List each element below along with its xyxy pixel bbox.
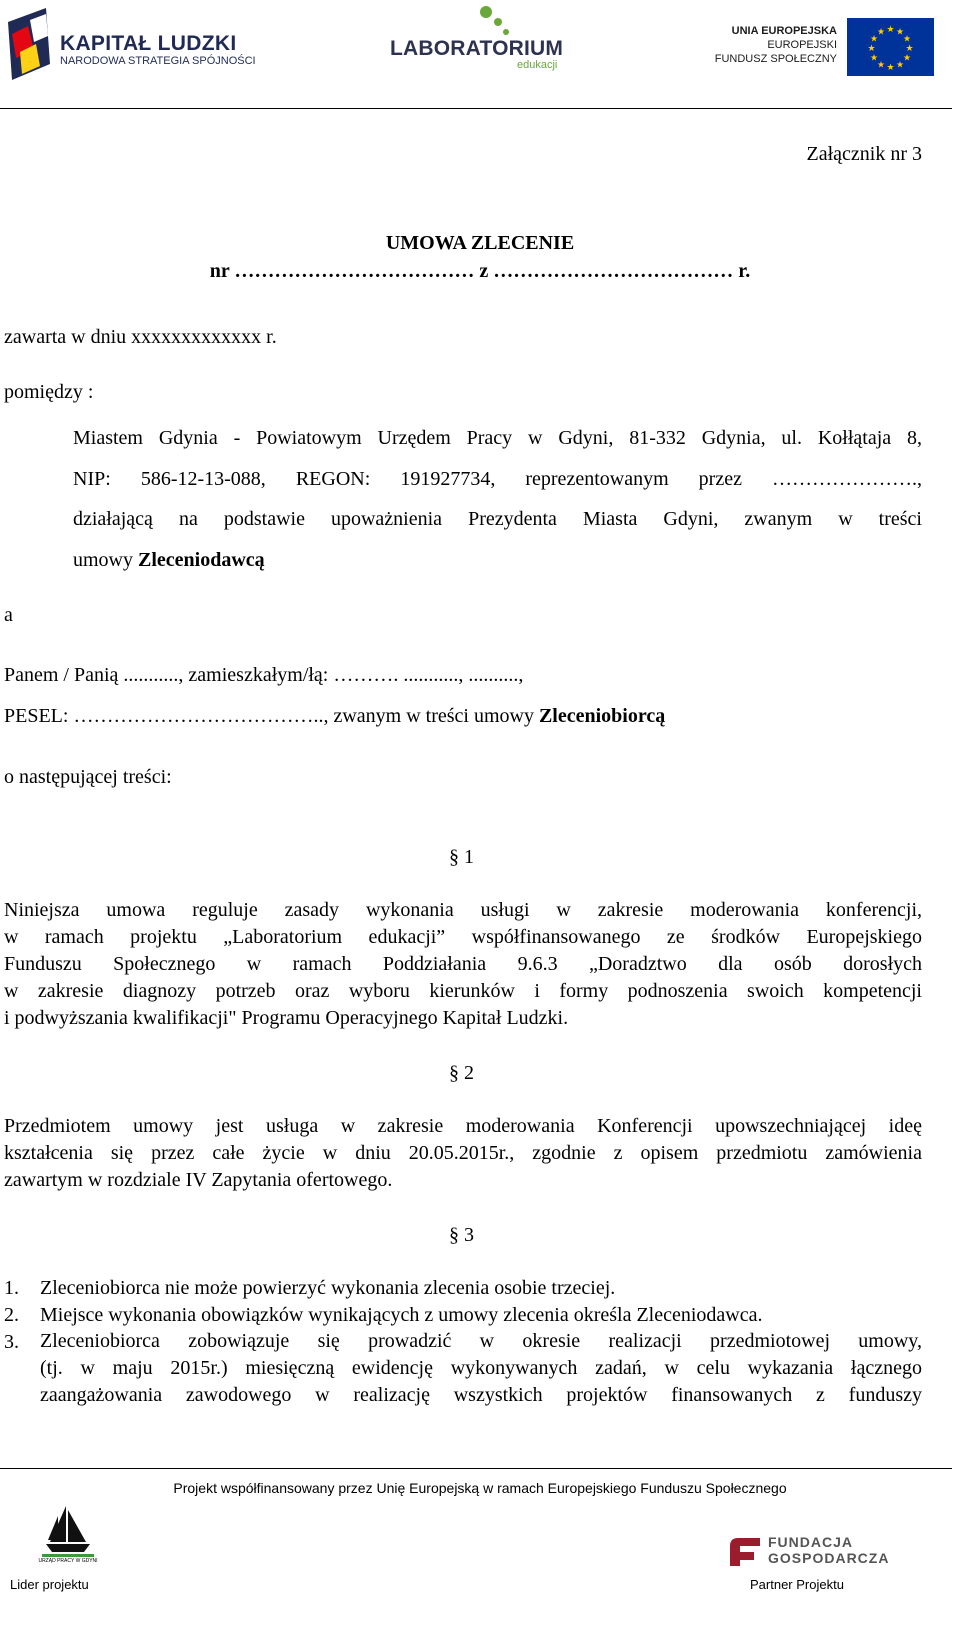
list-item-text: Zleceniobiorca zobowiązuje się prowadzić w okresie realizacji przedmiotowej umowy, (tj. w maju 2015r.) miesięczną ewidencję wykonywanych zadań, w celu wykazania łącznego zaangażowania zawodowego w realizację wszystkich projektów finansowanych z funduszy <box>40 1330 922 1406</box>
list-item-text: Miejsce wykonania obowiązków wynikających z umowy zlecenia określa Zleceniodawca. <box>40 1304 763 1326</box>
contract-number-line: nr ……………………………… z ……………………………… r. <box>209 260 751 282</box>
list-item-number: 1. <box>4 1277 19 1299</box>
party2-line-2: PESEL: ……………………………….., zwanym w treści umowy Zleceniobiorcą <box>4 705 666 727</box>
section-1-mark: § 1 <box>449 846 474 868</box>
svg-text:★: ★ <box>869 34 879 45</box>
leader-logo <box>36 1500 100 1564</box>
partner-label: Partner Projektu <box>750 1577 844 1592</box>
eu-text-block <box>715 24 837 66</box>
concluded-date: zawarta w dniu xxxxxxxxxxxxx r. <box>4 326 277 348</box>
party1-role: Zleceniodawcą <box>138 548 265 571</box>
section-2-mark: § 2 <box>449 1062 474 1084</box>
eu-line-3: FUNDUSZ SPOŁECZNY <box>714 53 837 65</box>
svg-text:★: ★ <box>895 60 905 71</box>
kapital-ludzki-subtitle: NARODOWA STRATEGIA SPÓJNOŚCI <box>60 55 256 67</box>
party1-line: NIP: 586-12-13-088, REGON: 191927734, reprezentowanym przez …………………., <box>73 467 922 490</box>
laboratorium-logo <box>390 4 580 74</box>
section-3-mark: § 3 <box>449 1224 474 1246</box>
leader-label: Lider projektu <box>10 1577 89 1592</box>
party1-block <box>73 418 922 580</box>
laboratorium-title: LABORATORIUM <box>390 37 564 60</box>
kapital-ludzki-emblem-icon <box>6 6 66 84</box>
cofinanced-note: Projekt współfinansowany przez Unię Europejską w ramach Europejskiego Funduszu Społecznego <box>173 1480 787 1496</box>
document-title: UMOWA ZLECENIE <box>385 232 575 254</box>
party1-line: umowy Zleceniodawcą <box>73 548 265 571</box>
eu-flag-icon <box>847 18 934 76</box>
section-1-text: Niniejsza umowa reguluje zasady wykonania usługi w zakresie moderowania konferencji, w ramach projektu „Laboratorium edukacji” współfinansowanego ze środków Europejskiego Funduszu Społecznego w ramach Poddziałania 9.6.3 „Doradztwo dla osób dorosłych w zakresie diagnozy potrzeb oraz wyboru kierunków i formy podnoszenia swoich kompetencji i podwyższania kwalifikacji" Programu Operacyjnego Kapitał Ludzki. <box>4 899 922 1029</box>
partner-logo <box>728 1534 928 1574</box>
svg-text:★: ★ <box>876 27 886 38</box>
svg-text:★: ★ <box>867 44 876 54</box>
partner-mark-icon <box>728 1536 762 1568</box>
footer-divider <box>0 1468 952 1469</box>
party2-role: Zleceniobiorcą <box>538 705 666 727</box>
list-item-text: Zleceniobiorca nie może powierzyć wykonania zlecenia osobie trzeciej. <box>40 1277 616 1299</box>
partner-logo-line-2: GOSPODARCZA <box>768 1550 890 1566</box>
svg-text:★: ★ <box>886 63 895 73</box>
attachment-label: Załącznik nr 3 <box>806 143 922 165</box>
svg-text:★: ★ <box>902 53 912 64</box>
party1-line: Miastem Gdynia - Powiatowym Urzędem Pracy w Gdyni, 81-332 Gdynia, ul. Kołłątaja 8, <box>73 427 922 449</box>
svg-text:★: ★ <box>902 34 912 45</box>
party2-line-1: Panem / Panią ..........., zamieszkałym/łą: ………. ..........., .........., <box>4 664 524 686</box>
laboratorium-subtitle: edukacji <box>517 59 558 71</box>
eu-line-2: EUROPEJSKI <box>767 39 837 51</box>
laboratorium-molecule-icon <box>478 4 518 40</box>
between-label: pomiędzy : <box>4 381 94 403</box>
content-intro: o następującej treści: <box>4 766 172 788</box>
and-label: a <box>4 604 13 626</box>
header-divider <box>0 108 952 109</box>
svg-text:★: ★ <box>895 27 905 38</box>
kapital-ludzki-title: KAPITAŁ LUDZKI <box>60 32 237 55</box>
svg-text:★: ★ <box>876 60 886 71</box>
list-item-number: 3. <box>4 1331 19 1353</box>
leader-logo-text: URZĄD PRACY W GDYNI <box>38 1558 98 1564</box>
eu-line-1: UNIA EUROPEJSKA <box>731 25 837 37</box>
ship-icon <box>36 1500 100 1562</box>
svg-text:★: ★ <box>905 44 914 54</box>
svg-text:★: ★ <box>886 25 895 35</box>
partner-logo-line-1: FUNDACJA <box>768 1534 853 1550</box>
party1-line: działającą na podstawie upoważnienia Prezydenta Miasta Gdyni, zwanym w treści <box>73 508 922 530</box>
list-item-number: 2. <box>4 1304 19 1326</box>
svg-text:★: ★ <box>869 53 879 64</box>
kapital-ludzki-logo <box>6 6 256 84</box>
section-2-text: Przedmiotem umowy jest usługa w zakresie moderowania Konferencji upowszechniającej ideę kształcenia się przez całe życie w dniu 20.05.2015r., zgodnie z opisem przedmiotu zamówienia zawartym w rozdziale IV Zapytania ofertowego. <box>4 1115 922 1191</box>
